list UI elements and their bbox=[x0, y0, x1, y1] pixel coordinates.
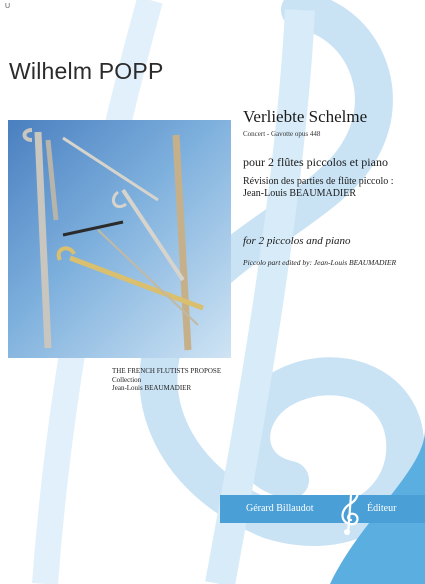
revision-credit bbox=[243, 176, 394, 200]
corner-mark: U bbox=[5, 3, 11, 10]
revision-name: Jean-Louis BEAUMADIER bbox=[243, 188, 357, 199]
composer-name: Wilhelm POPP bbox=[9, 58, 164, 84]
instrumentation-english: for 2 piccolos and piano bbox=[243, 235, 351, 247]
revision-line: Révision des parties de flûte piccolo : bbox=[243, 176, 394, 187]
edited-by-credit: Piccolo part edited by: Jean-Louis BEAUMADIER bbox=[243, 258, 397, 267]
collection-info bbox=[112, 367, 221, 393]
publisher-name: Gérard Billaudot bbox=[246, 503, 314, 514]
instrumentation-french: pour 2 flûtes piccolos et piano bbox=[243, 155, 388, 169]
piece-subtitle: Concert - Gavotte opus 448 bbox=[243, 130, 321, 138]
collection-line-1: THE FRENCH FLUTISTS PROPOSE bbox=[112, 367, 222, 375]
piece-title: Verliebte Schelme bbox=[243, 107, 368, 126]
flutes-illustration bbox=[8, 120, 231, 358]
publisher-role: Éditeur bbox=[367, 503, 397, 514]
collection-line-3: Jean-Louis BEAUMADIER bbox=[112, 384, 192, 392]
publisher-logo-clef-icon bbox=[336, 480, 364, 536]
cover-photo-flutes bbox=[8, 120, 231, 358]
collection-line-2: Collection bbox=[112, 375, 142, 384]
